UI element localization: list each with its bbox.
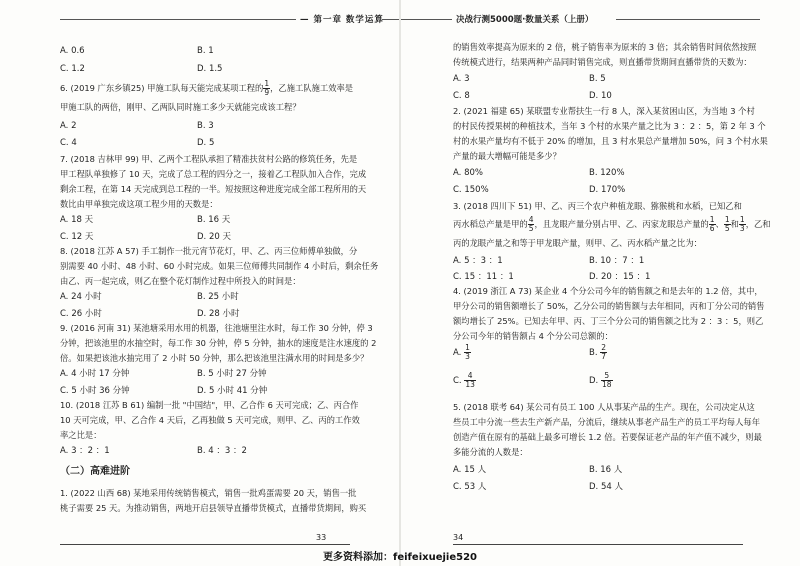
question-7-line: 剩余工程，在第 14 天完成到总工程的一半。短按照这种进度完成全部工程所用的天: [60, 184, 367, 194]
continued-question-line: 的销售效率提高为原来的 2 倍，桃子销售率为原来的 3 倍；其余销售时间依然按照: [453, 42, 757, 52]
fraction: $\frac{1}{6}$: [709, 215, 715, 233]
option: B. 5 小时 27 分钟: [197, 369, 267, 379]
question-9-line: 9. (2016 河南 31) 某池塘采用水用的机器，往池塘里注水时，每工作 30 分钟，停 3: [60, 323, 373, 333]
option: D. 54 人: [589, 482, 623, 492]
header-left-title: — 第一章 数学运算: [300, 15, 384, 25]
question-2-line: 的村民传授果树的种植技术，当年 3 个村的水果产量之比为 3 ：2 ：5，第 2 年 3 个: [453, 121, 766, 131]
option: A. 3 ：2 ：1: [60, 446, 110, 456]
option: B. 1: [197, 46, 214, 56]
option: A. 0.6: [60, 46, 85, 56]
question-6-line-2: 甲施工队的两倍，刚甲、乙两队同时施工多少天就能完成该工程？: [60, 102, 301, 112]
option: D. 20 天: [197, 232, 231, 242]
option: C. 5 小时 36 分钟: [60, 386, 130, 396]
question-2-line: 2. (2021 福建 65) 某联盟专业帮扶生一行 8 人，深入某贫困山区，为当地 3 个村: [453, 106, 755, 116]
option: C. 15 ：11 ：1: [453, 272, 514, 282]
question-4-line: 4. (2019 浙江 A 73) 某企业 4 个分公司今年的销售额之和是去年的 1.2 倍，其中，: [453, 286, 763, 296]
option: C. 1.2: [60, 64, 85, 74]
option: D. 170%: [589, 185, 626, 195]
page-bottom-rule: [60, 544, 350, 545]
option: D. 28 小时: [197, 309, 240, 319]
option: A. 2: [60, 121, 77, 131]
fraction: $\frac{1}{5}$: [724, 215, 730, 233]
question-4-line: 分公司今年的销售额占 4 个分公司总额的：: [453, 331, 613, 341]
question-10-line: 10 天可完成，甲、乙合作 4 天后，乙再独做 5 天可完成，则甲、乙、丙的工作效: [60, 415, 360, 425]
question-3-line-2: 丙水稻总产量是甲的 $\frac{4}{5}$ ，且龙眼产量分别占甲、乙、丙家龙眼总产量的 $\frac{1}{6}$ 、 $\frac{1}{5}$ 和 $\frac{1}{3}$ ，乙和: [453, 215, 771, 233]
option: A. 3: [453, 74, 470, 84]
header-right-title: 决战行测5000题·数量关系（上册）: [456, 15, 594, 25]
section-heading: （二）高难进阶: [60, 466, 130, 477]
option: D. 1.5: [197, 64, 223, 74]
question-3-line-1: 3. (2018 四川下 51) 甲、乙、丙三个农户种植龙眼、猕猴桃和水稻，已知乙和: [453, 201, 742, 211]
option: B. 4 ：3 ：2: [197, 446, 247, 456]
question-6-line-1: 6. (2019 广东乡镇25) 甲施工队每天能完成某项工程的 $\frac{1}{9}$ ，乙施工队施工效率是: [60, 79, 354, 97]
right-page: [400, 0, 800, 566]
question-5-line: 多能分流的人数是：: [453, 447, 528, 457]
promo-footer: 更多资料添加：feifeixuejie520: [323, 552, 477, 563]
question-9-line: 倍。如果把该池水抽完用了 2 小时 50 分钟，那么把该池里注满水用的时间是多少？: [60, 353, 369, 363]
question-4-line: 额均增长了 25%。已知去年甲、丙、丁三个分公司的销售额之比为 2 ：3 ：5，则乙: [453, 316, 764, 326]
fraction: $\frac{1}{3}$: [739, 215, 745, 233]
question-7-line: 甲工程队单独修了 10 天，完成了总工程的四分之一，接着乙工程队加入合作，完成: [60, 169, 367, 179]
option: B. 16 人: [589, 465, 623, 475]
option: C. 26 小时: [60, 309, 102, 319]
option: A. 5 ：3 ：1: [453, 256, 503, 266]
question-5-line: 5. (2018 联考 64) 某公司有员工 100 人从事某产品的生产。现在，公司决定从这: [453, 402, 755, 412]
option: C. 150%: [453, 185, 489, 195]
option: B. 25 小时: [197, 292, 239, 302]
question-9-line: 分钟，把该池里的水抽空时，每工作 30 分钟，停 5 分钟，抽水的速度是注水速度的 2: [60, 338, 377, 348]
option: D. $\frac{5}{18}$: [589, 371, 612, 389]
question-3-line-3: 丙的龙眼产量之和等于甲龙眼产量，则甲、乙、丙水稻产量之比为：: [453, 238, 702, 248]
option: C. 4: [60, 138, 77, 148]
question-1-line: 桃子需要 25 天。为推动销售，两地开启县领导直播带货模式，直播带货期间，购买: [60, 503, 367, 513]
question-8-line: 由乙、丙一起完成，则乙在整个花灯制作过程中所投入的时间是：: [60, 276, 301, 286]
option: C. 8: [453, 91, 470, 101]
option: C. 53 人: [453, 482, 487, 492]
question-8-line: 8. (2018 江苏 A 57) 手工制作一批元宵节花灯，甲、乙、丙三位师傅单独做，分: [60, 246, 358, 256]
option: A. 15 人: [453, 465, 487, 475]
option: C. 12 天: [60, 232, 94, 242]
fraction: $\frac{4}{5}$: [528, 215, 534, 233]
option: B. 3: [197, 121, 214, 131]
question-10-line: 率之比是：: [60, 430, 102, 440]
question-2-line: 村的水果产量均有不低于 20% 的增加，且 3 村水果总产量增加 50%，问 3 个村水果: [453, 136, 768, 146]
fraction: $\frac{1}{9}$: [264, 79, 270, 97]
option: A. 4 小时 17 分钟: [60, 369, 130, 379]
option: D. 10: [589, 91, 612, 101]
question-10-line: 10. (2018 江苏 B 61) 编制一批 "中国结"，甲、乙合作 6 天可完成；乙、丙合作: [60, 400, 359, 410]
option: A. $\frac{1}{3}$: [453, 343, 470, 361]
question-1-line: 1. (2022 山西 68) 某地采用传统销售模式，销售一批鸡蛋需要 20 天，销售一批: [60, 488, 357, 498]
page-bottom-rule: [453, 544, 743, 545]
question-5-line: 创造产值在原有的基础上最多可增长 1.2 倍。若要保证老产品的年产值不减少，则最: [453, 432, 762, 442]
continued-question-line: 传统模式进行，结果两种产品同时销售完成，则直播带货期间直播带货的天数为：: [453, 57, 752, 67]
question-7-line: 7. (2018 吉林甲 99) 甲、乙两个工程队承担了精准扶贫村公路的修筑任务，先是: [60, 154, 358, 164]
option: A. 80%: [453, 168, 483, 178]
question-4-line: 甲分公司的销售额增长了 50%，乙分公司的销售额与去年相同，丙和丁分公司的销售: [453, 301, 765, 311]
question-2-line: 产量的最大增幅可能是多少？: [453, 151, 561, 161]
option: A. 24 小时: [60, 292, 102, 302]
page-number: 33: [316, 533, 327, 542]
option: B. $\frac{2}{7}$: [589, 343, 607, 361]
question-7-line: 数比由甲单独完成这项工程少用的天数是：: [60, 199, 218, 209]
option: B. 5: [589, 74, 606, 84]
option: A. 18 天: [60, 215, 94, 225]
option: B. 120%: [589, 168, 625, 178]
page-number: 34: [453, 533, 464, 542]
option: B. 16 天: [197, 215, 231, 225]
option: D. 5 小时 41 分钟: [197, 386, 268, 396]
option: C. $\frac{4}{13}$: [453, 371, 475, 389]
question-8-line: 别需要 40 小时、48 小时、60 小时完成。如果三位师傅共同制作 4 小时后，剩余任务: [60, 261, 379, 271]
option: B. 10 ：7 ：1: [589, 256, 645, 266]
question-5-line: 些员工中分流一些去生产新产品，分流后，继续从事老产品生产的员工平均每人每年: [453, 417, 760, 427]
option: D. 20 ：15 ：1: [589, 272, 651, 282]
option: D. 5: [197, 138, 215, 148]
